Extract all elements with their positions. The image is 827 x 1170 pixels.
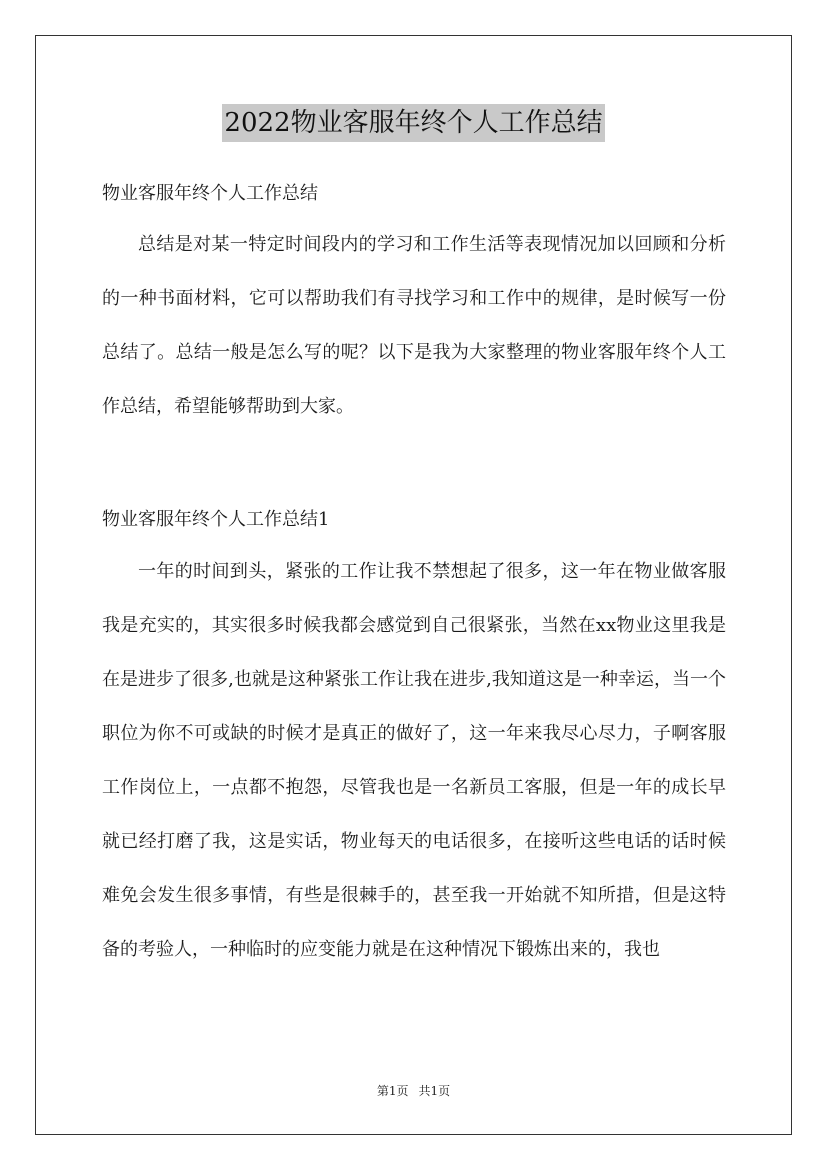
section-1-heading: 物业客服年终个人工作总结1 xyxy=(102,509,330,530)
page-number: 第1页 xyxy=(376,1084,409,1098)
page-total: 共1页 xyxy=(418,1084,451,1098)
document-subtitle: 物业客服年终个人工作总结 xyxy=(102,183,318,204)
page-footer xyxy=(0,1082,827,1100)
title-container xyxy=(0,104,827,142)
section-1-paragraph: 一年的时间到头，紧张的工作让我不禁想起了很多，这一年在物业做客服我是充实的，其实很多时候我都会感觉到自己很紧张，当然在xx物业这里我是在是进步了很多,也就是这种紧张工作让我在进步,我知道这是一种幸运，当一个职位为你不可或缺的时候才是真正的做好了，这一年来我尽心尽力，子啊客服工作岗位上，一点都不抱怨，尽管我也是一名新员工客服，但是一年的成长早就已经打磨了我，这是实话，物业每天的电话很多，在接听这些电话的话时候难免会发生很多事情，有些是很棘手的，甚至我一开始就不知所措，但是这特备的考验人，一种临时的应变能力就是在这种情况下锻炼出来的，我也 xyxy=(102,561,726,960)
document-title: 2022物业客服年终个人工作总结 xyxy=(222,104,604,142)
intro-paragraph: 总结是对某一特定时间段内的学习和工作生活等表现情况加以回顾和分析的一种书面材料，它可以帮助我们有寻找学习和工作中的规律，是时候写一份总结了。总结一般是怎么写的呢？以下是我为大家整理的物业客服年终个人工作总结，希望能够帮助到大家。 xyxy=(102,234,726,417)
